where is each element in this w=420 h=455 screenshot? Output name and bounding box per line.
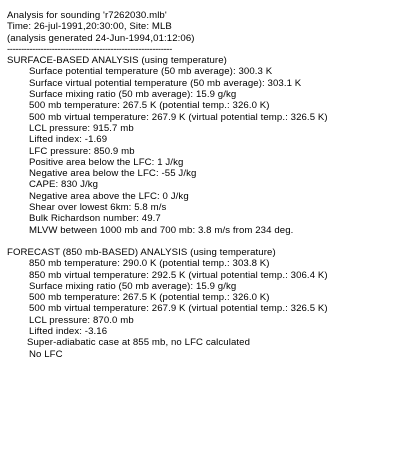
surface-based-line: Surface virtual potential temperature (50 mb average): 303.1 K bbox=[29, 77, 302, 89]
forecast-line: Lifted index: -3.16 bbox=[29, 326, 108, 338]
forecast-line: Surface mixing ratio (50 mb average): 15.9 g/kg bbox=[29, 280, 237, 292]
header-rule: ----------------------------------------------------------- bbox=[7, 43, 172, 55]
surface-based-line: Lifted index: -1.69 bbox=[29, 134, 108, 146]
report-generated-date: (analysis generated 24-Jun-1994,01:12:06) bbox=[7, 32, 195, 44]
surface-based-line: Surface mixing ratio (50 mb average): 15.9 g/kg bbox=[29, 89, 237, 101]
surface-based-line: MLVW between 1000 mb and 700 mb: 3.8 m/s from 234 deg. bbox=[29, 224, 294, 236]
surface-based-line: 500 mb virtual temperature: 267.9 K (virtual potential temp.: 326.5 K) bbox=[29, 111, 328, 123]
forecast-line: 500 mb virtual temperature: 267.9 K (virtual potential temp.: 326.5 K) bbox=[29, 303, 328, 315]
forecast-note: No LFC bbox=[29, 348, 63, 360]
surface-based-line: 500 mb temperature: 267.5 K (potential temp.: 326.0 K) bbox=[29, 100, 270, 112]
surface-based-line: LCL pressure: 915.7 mb bbox=[29, 122, 134, 134]
surface-based-line: Surface potential temperature (50 mb average): 300.3 K bbox=[29, 66, 273, 78]
surface-based-line: Negative area above the LFC: 0 J/kg bbox=[29, 190, 189, 202]
forecast-heading: FORECAST (850 mb-BASED) ANALYSIS (using temperature) bbox=[7, 246, 276, 258]
surface-based-line: LFC pressure: 850.9 mb bbox=[29, 145, 135, 157]
surface-based-line: Bulk Richardson number: 49.7 bbox=[29, 213, 161, 225]
sounding-analysis-report bbox=[7, 10, 413, 360]
forecast-line: 500 mb temperature: 267.5 K (potential temp.: 326.0 K) bbox=[29, 292, 270, 304]
forecast-note: Super-adiabatic case at 855 mb, no LFC calculated bbox=[27, 337, 251, 349]
forecast-line: 850 mb virtual temperature: 292.5 K (virtual potential temp.: 306.4 K) bbox=[29, 269, 328, 281]
surface-based-line: CAPE: 830 J/kg bbox=[29, 179, 99, 191]
forecast-line: LCL pressure: 870.0 mb bbox=[29, 314, 134, 326]
surface-based-line: Negative area below the LFC: -55 J/kg bbox=[29, 168, 197, 180]
section-spacer bbox=[7, 236, 413, 247]
report-title: Analysis for sounding 'r7262030.mlb' bbox=[7, 10, 167, 21]
forecast-line: 850 mb temperature: 290.0 K (potential temp.: 303.8 K) bbox=[29, 258, 270, 270]
report-time-site: Time: 26-jul-1991,20:30:00, Site: MLB bbox=[7, 21, 172, 33]
surface-based-heading: SURFACE-BASED ANALYSIS (using temperature) bbox=[7, 55, 227, 67]
surface-based-line: Positive area below the LFC: 1 J/kg bbox=[29, 156, 184, 168]
surface-based-line: Shear over lowest 6km: 5.8 m/s bbox=[29, 202, 167, 214]
